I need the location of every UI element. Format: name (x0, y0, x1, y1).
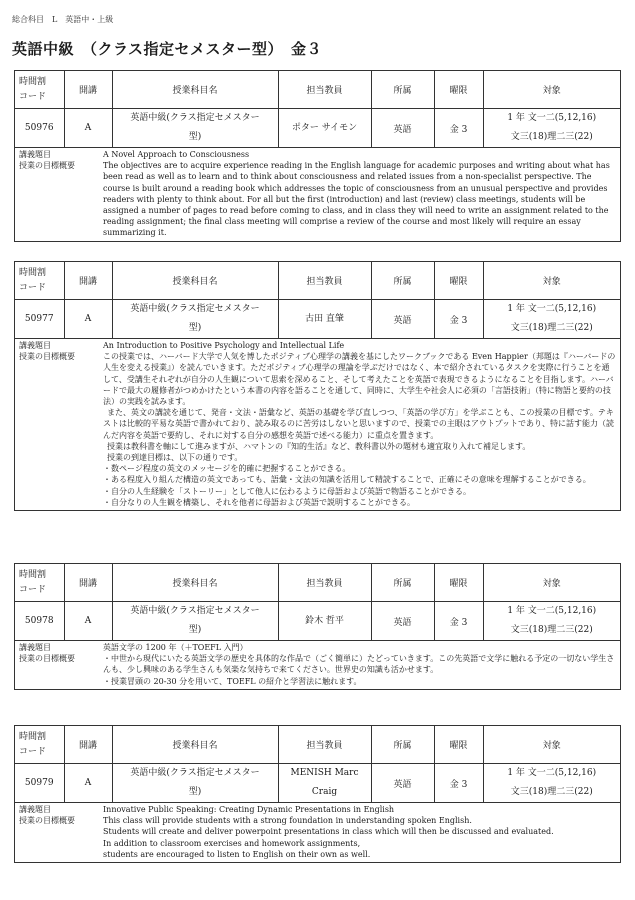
topic-label: 講義題目 (19, 341, 51, 350)
course-subject: 英語中級(クラス指定セメスター 型) (112, 764, 278, 803)
course-subject: 英語中級(クラス指定セメスター 型) (112, 300, 278, 339)
breadcrumb: 総合科目 L 英語中・上級 (12, 15, 114, 24)
goal-label: 授業の目標概要 (19, 161, 75, 171)
course-block (14, 563, 621, 690)
goal-paragraph: 授業は教科書を軸にして進みますが、ハマトンの『知的生活』など、教科書以外の題材も適宜取り入れて補足します。 (107, 441, 531, 451)
course-block (14, 70, 621, 242)
description-body (103, 340, 617, 508)
course-teacher: ポター サイモン (278, 109, 371, 148)
course-description (15, 339, 620, 510)
code-header: 時間割 コード (15, 262, 64, 300)
kaiko-header: 開講 (64, 71, 112, 109)
course-subject: 英語中級(クラス指定セメスター 型) (112, 602, 278, 641)
course-code: 50979 (15, 764, 64, 803)
course-target: 1 年 文一二(5,12,16) 文三(18)理二三(22) (483, 602, 620, 641)
teacher-header: 担当教員 (278, 726, 371, 764)
course-subject: 英語中級(クラス指定セメスター 型) (112, 109, 278, 148)
goal-paragraph: In addition to classroom exercises and homework assignments, (103, 838, 361, 848)
course-period: 金 3 (434, 764, 483, 803)
subject-header: 授業科目名 (112, 71, 278, 109)
course-table (15, 726, 620, 803)
course-topic: An Introduction to Positive Psychology and Intellectual Life (103, 341, 345, 350)
description-body (103, 642, 617, 687)
goal-paragraph: この授業では、ハーバード大学で人気を博したポジティブ心理学の講義を基にしたワークブックである Even Happier（邦題は『ハーバードの人生を変える授業』）を読んでいきます。ただポジティブ心理学の理論を学ぶだけではなく、本で紹介されているタスクを実際に行うことを通して、受講生それぞれが自分の人生観について思索を深めること、そして考えたことを英語で表現できるようになることを目指します。ハーバードで最大の履修者がつめかけたという本書の内容を語ることを通して、同時に、大学生や社会人に必須の「言語技術」（特に物語と要約の技法）の実践を試みます。 (103, 352, 616, 407)
course-period: 金 3 (434, 109, 483, 148)
period-header: 曜限 (434, 726, 483, 764)
course-topic: Innovative Public Speaking: Creating Dynamic Presentations in English (103, 805, 395, 814)
dept-header: 所属 (371, 726, 434, 764)
dept-header: 所属 (371, 564, 434, 602)
course-target: 1 年 文一二(5,12,16) 文三(18)理二三(22) (483, 764, 620, 803)
course-goal-text (103, 160, 617, 238)
teacher-header: 担当教員 (278, 71, 371, 109)
topic-label: 講義題目 (19, 643, 51, 652)
description-labels (19, 340, 103, 508)
course-kaiko: A (64, 300, 112, 339)
goal-paragraph: ・授業冒頭の 20-30 分を用いて、TOEFL の紹介と学習法に触れます。 (103, 676, 362, 686)
teacher-header: 担当教員 (278, 564, 371, 602)
subject-header: 授業科目名 (112, 262, 278, 300)
goal-paragraph: students are encouraged to listen to English on their own as well. (103, 849, 371, 859)
description-labels (19, 804, 103, 860)
course-dept: 英語 (371, 300, 434, 339)
topic-label: 講義題目 (19, 805, 51, 814)
course-target: 1 年 文一二(5,12,16) 文三(18)理二三(22) (483, 300, 620, 339)
course-description (15, 641, 620, 689)
goal-paragraph: ・自分の人生経験を「ストーリー」として他人に伝わるように母語および英語で物語ることができる。 (103, 486, 471, 496)
description-labels (19, 642, 103, 687)
code-header: 時間割 コード (15, 726, 64, 764)
goal-label: 授業の目標概要 (19, 816, 75, 826)
course-teacher: 古田 直肇 (278, 300, 371, 339)
course-goal-text (103, 351, 617, 508)
course-description (15, 148, 620, 241)
course-teacher: MENISH Marc Craig (278, 764, 371, 803)
goal-paragraph: また、英文の講読を通じて、発音・文法・語彙など、英語の基礎を学び直しつつ、「英語の学び方」を学ぶことも、この授業の目標です。テキストは比較的平易な英語で書かれており、読み取るのに苦労はしないと思いますので、授業での主眼はアウトプットであり、特に話す能力（読んだ内容を英語で要約し、それに対する自分の感想を英語で述べる能力）に重点を置きます。 (103, 408, 615, 440)
course-table (15, 564, 620, 641)
goal-paragraph: The objectives are to acquire experience reading in the English language for academic purposes and writing about what has been read as well as to learn and to think about consciousness and related issues from a non-specialist perspective. The course is built around a reading book which addresses the topic of consciousness from an unusual perspective and provides readers with plenty to think about. For all but the first (introduction) and last (review) class meetings, students will be assigned a number of pages to read before coming to class, and in class they will need to write an assignment related to the reading assignment; the final class meeting will comprise a review of the course and most likely will require an essay summarizing it. (103, 161, 610, 238)
course-goal-text (103, 653, 617, 687)
course-period: 金 3 (434, 602, 483, 641)
period-header: 曜限 (434, 564, 483, 602)
target-header: 対象 (483, 726, 620, 764)
goal-paragraph: ・ある程度入り組んだ構造の英文であっても、語彙・文法の知識を活用して精読することで、正確にその意味を理解することができる。 (103, 475, 591, 485)
course-dept: 英語 (371, 109, 434, 148)
period-header: 曜限 (434, 71, 483, 109)
goal-paragraph: Students will create and deliver powerpoint presentations in class which will then be discussed and evaluated. (103, 827, 554, 837)
course-description (15, 803, 620, 862)
subject-header: 授業科目名 (112, 726, 278, 764)
course-goal-text (103, 815, 617, 860)
course-code: 50976 (15, 109, 64, 148)
course-teacher: 鈴木 哲平 (278, 602, 371, 641)
goal-paragraph: ・数ページ程度の英文のメッセージを的確に把握することができる。 (103, 464, 351, 474)
goal-paragraph: 授業の到達目標は、以下の通りです。 (107, 453, 243, 463)
course-dept: 英語 (371, 764, 434, 803)
course-topic: 英語文学の 1200 年（＋TOEFL 入門） (103, 643, 248, 652)
goal-label: 授業の目標概要 (19, 654, 75, 664)
code-header: 時間割 コード (15, 71, 64, 109)
subject-header: 授業科目名 (112, 564, 278, 602)
topic-label: 講義題目 (19, 150, 51, 159)
period-header: 曜限 (434, 262, 483, 300)
course-kaiko: A (64, 764, 112, 803)
description-body (103, 804, 617, 860)
goal-paragraph: ・自分なりの人生観を構築し、それを他者に母語および英語で説明することができる。 (103, 497, 415, 507)
course-code: 50978 (15, 602, 64, 641)
course-period: 金 3 (434, 300, 483, 339)
course-table (15, 262, 620, 339)
description-body (103, 149, 617, 239)
course-block (14, 725, 621, 863)
course-code: 50977 (15, 300, 64, 339)
target-header: 対象 (483, 564, 620, 602)
course-kaiko: A (64, 109, 112, 148)
goal-paragraph: This class will provide students with a strong foundation in understanding spoken English. (103, 816, 472, 826)
course-block (14, 261, 621, 511)
target-header: 対象 (483, 262, 620, 300)
dept-header: 所属 (371, 262, 434, 300)
goal-label: 授業の目標概要 (19, 352, 75, 362)
kaiko-header: 開講 (64, 726, 112, 764)
kaiko-header: 開講 (64, 262, 112, 300)
target-header: 対象 (483, 71, 620, 109)
description-labels (19, 149, 103, 239)
dept-header: 所属 (371, 71, 434, 109)
course-kaiko: A (64, 602, 112, 641)
code-header: 時間割 コード (15, 564, 64, 602)
kaiko-header: 開講 (64, 564, 112, 602)
teacher-header: 担当教員 (278, 262, 371, 300)
page-title: 英語中級 （クラス指定セメスター型） 金３ (12, 40, 323, 58)
course-table (15, 71, 620, 148)
course-target: 1 年 文一二(5,12,16) 文三(18)理二三(22) (483, 109, 620, 148)
course-topic: A Novel Approach to Consciousness (103, 150, 250, 159)
course-dept: 英語 (371, 602, 434, 641)
goal-paragraph: ・中世から現代にいたる英語文学の歴史を具体的な作品で（ごく簡単に）たどっていきます。この先英語で文学に触れる予定の一切ない学生さんも、少し興味のある学生さんも気楽な気持ちで来てください。世界史の知識も活かせます。 (103, 654, 615, 675)
